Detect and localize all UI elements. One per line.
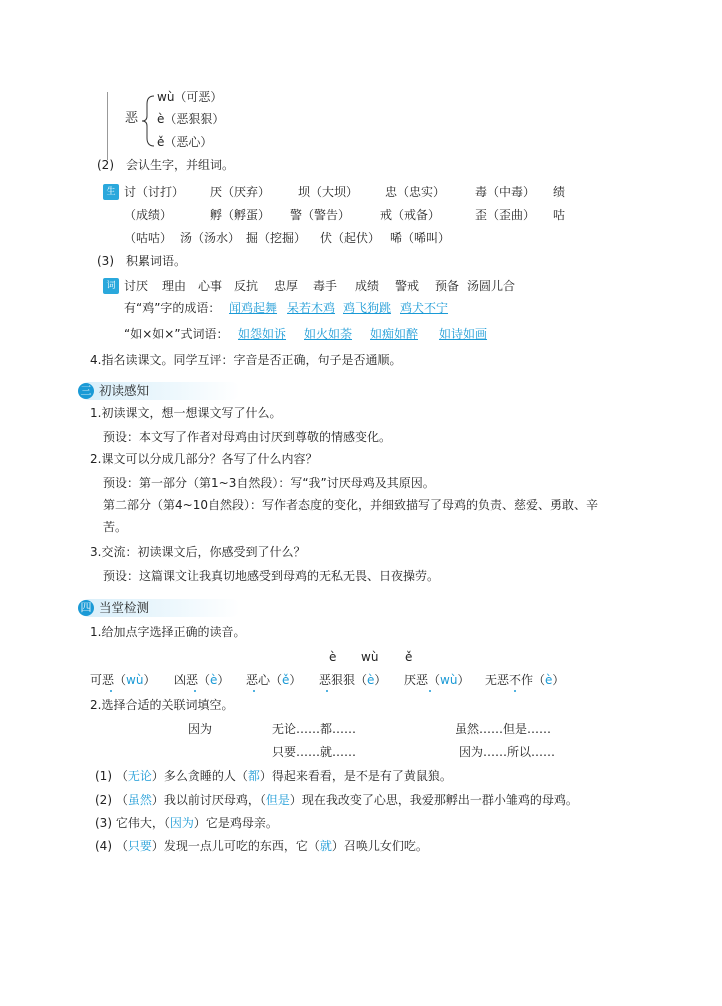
word: 理由 [162, 279, 187, 293]
s3-tag: 词语 [103, 278, 119, 294]
s3-a3: 预设：这篇课文让我真切地感受到母鸡的无私无畏、日夜操劳。 [103, 569, 440, 583]
char-item: 警（警告） [290, 208, 351, 222]
item-4: 4.指名读课文。同学互评：字音是否正确，句子是否通顺。 [90, 353, 402, 367]
emphasis-dot [194, 690, 196, 692]
word: 成绩 [355, 279, 380, 293]
pron-item: 恶心（ě） [246, 673, 302, 687]
s3-a2-2: 第二部分（第4~10自然段）：写作者态度的变化，并细致描写了母鸡的负责、慈爱、勇敢、辛 [103, 498, 598, 512]
option: wù [361, 650, 379, 664]
word: 反抗 [234, 279, 259, 293]
char-item: 汤（汤水） [180, 231, 241, 245]
s4-q2: 2.选择合适的关联词填空。 [90, 698, 234, 712]
char-item: 毒（中毒） [475, 185, 536, 199]
pron-item: 可恶（wù） [90, 673, 156, 687]
ru-word: 如痴如醉 [370, 327, 419, 341]
s3-q3: 3.交流：初读课文后，你感受到了什么？ [90, 545, 306, 559]
ru-word: 如火如荼 [304, 327, 353, 341]
char-item: 孵（孵蛋） [210, 208, 271, 222]
word: 讨厌 [124, 279, 149, 293]
reading-1: wù（可恶） [157, 90, 223, 104]
section-3-title: 初读感知 [99, 383, 150, 398]
conj-option: 因为……所以…… [459, 745, 556, 759]
char-item: 唏（唏叫） [390, 231, 451, 245]
idiom: 鸡犬不宁 [400, 301, 449, 315]
sentence-1: (1) （无论）多么贪睡的人（都）得起来看看，是不是有了黄鼠狼。 [95, 769, 452, 783]
emphasis-dot [429, 690, 431, 692]
sentence-3: (3) 它伟大，（因为）它是鸡母亲。 [95, 816, 278, 830]
section-3-number: 三 [78, 383, 94, 399]
conj-option: 因为 [188, 722, 213, 736]
s3-a2-3: 苦。 [103, 520, 128, 534]
idiom-label: 有“鸡”字的成语： [124, 301, 221, 315]
char-item: 伏（起伏） [320, 231, 381, 245]
word: 警戒 [395, 279, 420, 293]
s3-a1: 预设：本文写了作者对母鸡由讨厌到尊敬的情感变化。 [103, 430, 392, 444]
pron-item: 无恶不作（è） [485, 673, 565, 687]
word: 忠厚 [274, 279, 299, 293]
word: 汤圆儿合 [467, 279, 516, 293]
pron-item: 厌恶（wù） [404, 673, 470, 687]
conj-option: 只要……就…… [272, 745, 357, 759]
pron-item: 恶狠狠（è） [319, 673, 387, 687]
emphasis-dot [326, 690, 328, 692]
char-item: 绩 [553, 185, 566, 199]
s3-q1: 1.初读课文，想一想课文写了什么。 [90, 406, 282, 420]
char-item: （咕咕） [124, 231, 173, 245]
pron-item: 凶恶（è） [174, 673, 230, 687]
s2-tag: 生字 [103, 184, 119, 200]
ru-label: “如×如×”式词语： [124, 327, 229, 341]
sentence-4: (4) （只要）发现一点儿可吃的东西，它（就）召唤儿女们吃。 [95, 839, 428, 853]
char-item: （成绩） [124, 208, 173, 222]
char-item: 坝（大坝） [298, 185, 359, 199]
s4-q1: 1.给加点字选择正确的读音。 [90, 625, 246, 639]
char-item: 咕 [553, 208, 566, 222]
section-4-number: 四 [78, 600, 94, 616]
s3-heading: (3) 积累词语。 [97, 254, 186, 268]
brace-icon [140, 92, 156, 150]
emphasis-dot [110, 690, 112, 692]
section-4-title: 当堂检测 [99, 600, 150, 615]
polyphone-char: 恶 [125, 111, 139, 126]
sentence-2: (2) （虽然）我以前讨厌母鸡，（但是）现在我改变了心思，我爱那孵出一群小雏鸡的母鸡。 [95, 793, 578, 807]
word: 预备 [435, 279, 460, 293]
char-item: 厌（厌弃） [210, 185, 271, 199]
s2-heading: (2) 会认生字，并组词。 [97, 158, 234, 172]
reading-2: è（恶狠狠） [157, 112, 225, 126]
idiom: 呆若木鸡 [287, 301, 336, 315]
margin-line [107, 92, 108, 160]
conj-option: 虽然……但是…… [455, 722, 552, 736]
reading-3: ě（恶心） [157, 135, 213, 149]
idiom: 闻鸡起舞 [229, 301, 278, 315]
char-item: 讨（讨打） [124, 185, 185, 199]
emphasis-dot [514, 690, 516, 692]
word: 心事 [198, 279, 223, 293]
emphasis-dot [253, 690, 255, 692]
char-item: 戒（戒备） [380, 208, 441, 222]
idiom: 鸡飞狗跳 [343, 301, 392, 315]
s3-a2-1: 预设：第一部分（第1~3自然段）：写“我”讨厌母鸡及其原因。 [103, 476, 435, 490]
option: è [329, 650, 337, 664]
conj-option: 无论……都…… [272, 722, 357, 736]
char-item: 忠（忠实） [385, 185, 446, 199]
s3-q2: 2.课文可以分成几部分？各写了什么内容？ [90, 452, 318, 466]
ru-word: 如怨如诉 [238, 327, 287, 341]
option: ě [405, 650, 413, 664]
word: 毒手 [313, 279, 338, 293]
char-item: 歪（歪曲） [475, 208, 536, 222]
char-item: 掘（挖掘） [246, 231, 307, 245]
ru-word: 如诗如画 [439, 327, 488, 341]
